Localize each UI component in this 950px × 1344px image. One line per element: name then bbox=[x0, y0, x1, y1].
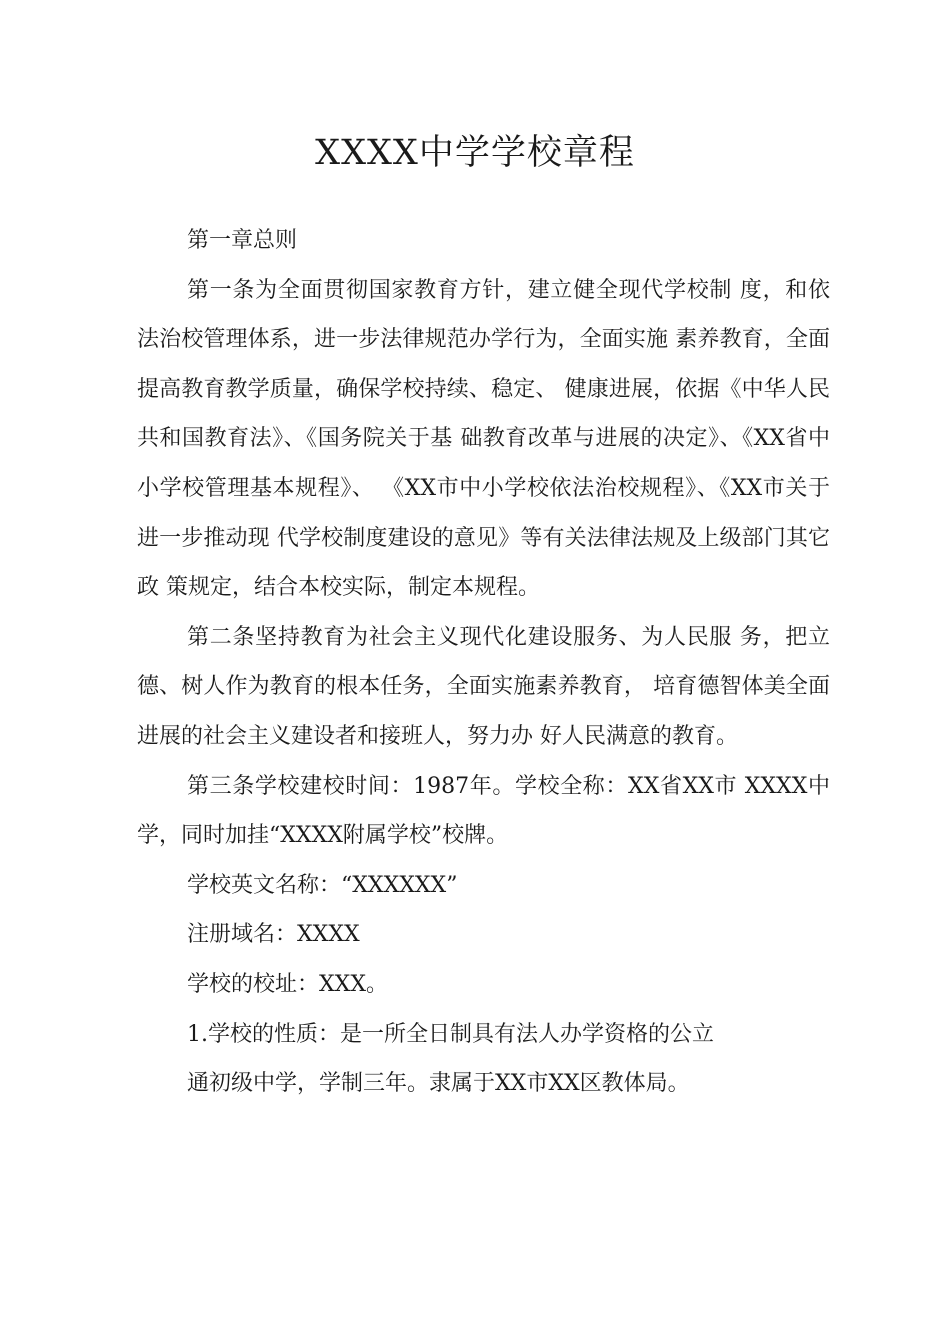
document-body bbox=[137, 216, 830, 1109]
article-2: 第二条坚持教育为社会主义现代化建设服务、为人民服 务，把立德、树人作为教育的根本任务，全面实施素养教育， 培育德智体美全面进展的社会主义建设者和接班人，努力办 好人民满意的教育。 bbox=[137, 624, 830, 749]
school-nature-line-1: 1.学校的性质：是一所全日制具有法人办学资格的公立 bbox=[187, 1021, 714, 1047]
chapter-heading: 第一章总则 bbox=[187, 228, 298, 253]
article-3: 第三条学校建校时间：1987年。学校全称：XX省XX市 XXXX中学，同时加挂“XXXX附属学校”校牌。 bbox=[137, 773, 830, 849]
domain-name: 注册域名：XXXX bbox=[187, 922, 360, 948]
english-name: 学校英文名称：“XXXXXX” bbox=[187, 872, 458, 898]
school-address: 学校的校址：XXX。 bbox=[187, 971, 388, 997]
document-title: XXXX中学学校章程 bbox=[315, 133, 635, 173]
article-1: 第一条为全面贯彻国家教育方针，建立健全现代学校制 度，和依法治校管理体系，进一步法律规范办学行为，全面实施 素养教育，全面提高教育教学质量，确保学校持续、稳定、 健康进展，依据《中华人民共和国教育法》、《国务院关于基 础教育改革与进展的决定》、《XX省中小学校管理基本规程》、 《XX市中小学校依法治校规程》、《XX市关于进一步推动现 代学校制度建设的意见》等有关法律法规及上级部门其它政 策规定，结合本校实际，制定本规程。 bbox=[137, 277, 830, 601]
school-nature-line-2: 通初级中学，学制三年。隶属于XX市XX区教体局。 bbox=[187, 1071, 690, 1097]
